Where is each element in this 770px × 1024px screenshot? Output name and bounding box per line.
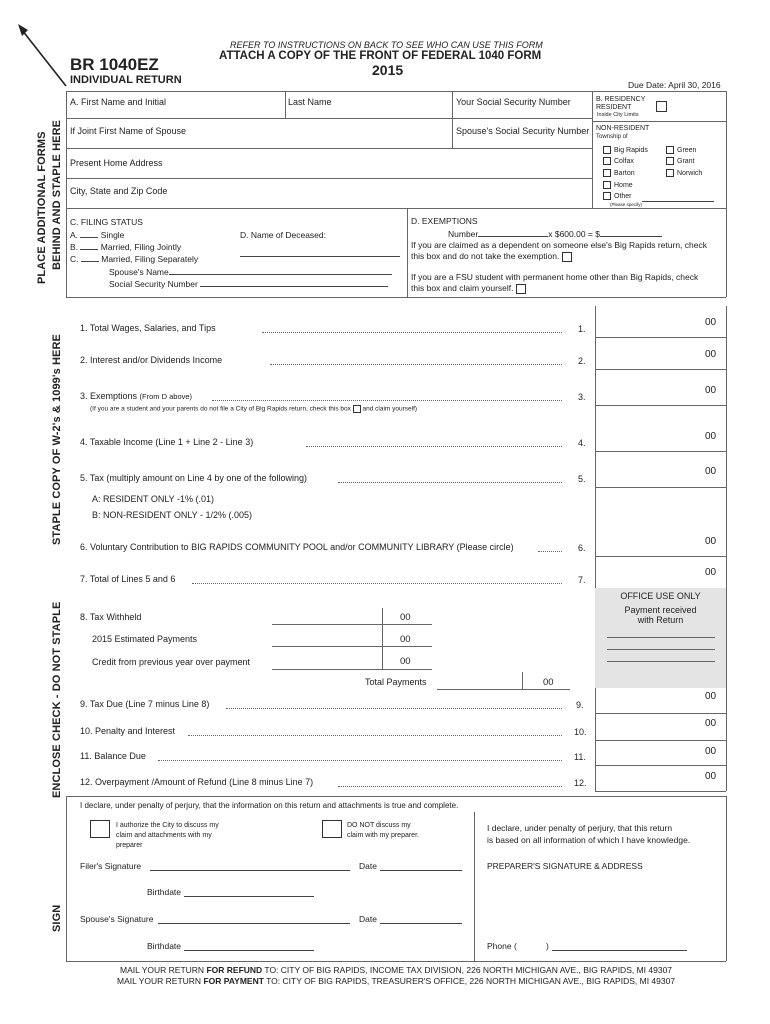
tax-withheld-label: 8. Tax Withheld bbox=[80, 612, 142, 622]
township-big-rapids[interactable]: Big Rapids bbox=[603, 146, 648, 154]
side-label-enclose: ENCLOSE CHECK - DO NOT STAPLE bbox=[51, 601, 63, 798]
first-name-label: A. First Name and Initial bbox=[70, 97, 167, 107]
office-line1: Payment received bbox=[624, 605, 697, 615]
phone-number-input[interactable] bbox=[552, 938, 687, 950]
line-4-cents: 00 bbox=[705, 431, 717, 442]
line-4-num: 4. bbox=[578, 438, 586, 448]
fsu-checkbox[interactable] bbox=[516, 284, 526, 294]
authorize-checkbox[interactable] bbox=[90, 820, 110, 838]
line-5-num: 5. bbox=[578, 474, 586, 484]
line-1-cents: 00 bbox=[705, 317, 717, 328]
arrow-icon bbox=[14, 20, 74, 90]
address-input[interactable] bbox=[160, 156, 588, 176]
filer-date-label: Date bbox=[359, 861, 377, 871]
checkbox-icon bbox=[666, 157, 674, 165]
spouse-birthdate-label: Birthdate bbox=[147, 941, 182, 951]
township-grant[interactable]: Grant bbox=[666, 157, 695, 165]
line-10-num: 10. bbox=[574, 727, 587, 737]
filer-birthdate-input[interactable] bbox=[184, 884, 314, 896]
line-5-cents: 00 bbox=[705, 466, 717, 477]
line-7-num: 7. bbox=[578, 575, 586, 585]
line-2-cents: 00 bbox=[705, 349, 717, 360]
line-6-cents: 00 bbox=[705, 536, 717, 547]
first-name-input[interactable] bbox=[70, 106, 282, 117]
line-3-input[interactable] bbox=[596, 378, 704, 404]
filing-single[interactable]: A. Single bbox=[70, 230, 125, 240]
fsu-line1: If you are a FSU student with permanent home other than Big Rapids, check bbox=[411, 272, 699, 282]
office-use-box bbox=[595, 588, 726, 688]
preparer-declare: I declare, under penalty of perjury, that this return is based on all information of which I have knowledge. bbox=[487, 823, 691, 845]
exemptions-number[interactable]: Number x $600.00 = $ bbox=[448, 228, 662, 239]
student-note: (If you are a student and your parents do not file a City of Big Rapids return, check this box and claim yourself) bbox=[90, 405, 418, 413]
line-1-num: 1. bbox=[578, 324, 586, 334]
resident-label: RESIDENT bbox=[596, 104, 632, 111]
dep-line2: this box and do not take the exemption. bbox=[411, 251, 572, 262]
last-name-input[interactable] bbox=[288, 106, 448, 117]
checkbox-icon bbox=[603, 157, 611, 165]
township-other[interactable]: Other bbox=[603, 192, 632, 200]
spouse-signature-input[interactable] bbox=[158, 911, 350, 923]
line-2-num: 2. bbox=[578, 356, 586, 366]
line-4-input[interactable] bbox=[596, 424, 704, 450]
inside-label: Inside City Limits bbox=[597, 112, 639, 118]
side-label-sign: SIGN bbox=[51, 904, 63, 932]
office-line2: with Return bbox=[637, 615, 684, 625]
estimated-label: 2015 Estimated Payments bbox=[92, 634, 198, 644]
line-12-label: 12. Overpayment /Amount of Refund (Line 8 minus Line 7) bbox=[80, 777, 314, 787]
please-specify: (Please specify) bbox=[610, 202, 643, 207]
checkbox-icon bbox=[603, 181, 611, 189]
total-payments-label: Total Payments bbox=[365, 677, 427, 687]
rate-resident: A: RESIDENT ONLY -1% (.01) bbox=[92, 494, 215, 504]
line-6-label: 6. Voluntary Contribution to BIG RAPIDS COMMUNITY POOL and/or COMMUNITY LIBRARY (Please circle) bbox=[80, 542, 514, 552]
line-4-label: 4. Taxable Income (Line 1 + Line 2 - Line 3) bbox=[80, 437, 254, 447]
dependent-checkbox[interactable] bbox=[562, 252, 572, 262]
tax-withheld-cents: 00 bbox=[400, 612, 411, 623]
tax-year: 2015 bbox=[372, 62, 404, 78]
declare-text: I declare, under penalty of perjury, that the information on this return and attachments is true and complete. bbox=[80, 801, 459, 810]
checkbox-icon bbox=[666, 146, 674, 154]
notdiscuss-text: DO NOT discuss my claim with my preparer. bbox=[347, 822, 419, 839]
nonresident-label: NON-RESIDENT bbox=[596, 125, 650, 132]
estimated-input[interactable] bbox=[273, 632, 381, 645]
line-12-cents: 00 bbox=[705, 771, 717, 782]
filing-joint[interactable]: B. Married, Filing Jointly bbox=[70, 242, 182, 252]
line-9-num: 9. bbox=[576, 700, 584, 710]
resident-checkbox[interactable] bbox=[656, 101, 667, 112]
filer-signature-input[interactable] bbox=[150, 858, 350, 870]
line-3-label: 3. Exemptions (From D above) bbox=[80, 391, 193, 401]
tax-withheld-input[interactable] bbox=[273, 610, 381, 623]
side-label-behind: BEHIND AND STAPLE HERE bbox=[51, 119, 63, 270]
line-1-label: 1. Total Wages, Salaries, and Tips bbox=[80, 323, 216, 333]
line-9-cents: 00 bbox=[705, 691, 717, 702]
preparer-signature-label: PREPARER'S SIGNATURE & ADDRESS bbox=[487, 861, 643, 871]
filing-spouse-ssn[interactable]: Social Security Number bbox=[109, 278, 388, 289]
deceased-label: D. Name of Deceased: bbox=[240, 230, 326, 240]
side-label-staple: STAPLE COPY OF W-2's & 1099's HERE bbox=[51, 334, 63, 545]
filing-spouse-name[interactable]: Spouse's Name bbox=[109, 266, 392, 277]
line-10-cents: 00 bbox=[705, 718, 717, 729]
joint-first-label: If Joint First Name of Spouse bbox=[70, 126, 187, 136]
phone-area-input[interactable] bbox=[520, 938, 544, 950]
line-7-input[interactable] bbox=[596, 561, 704, 587]
filing-separate[interactable]: C. Married, Filing Separately bbox=[70, 254, 199, 264]
authorize-text: I authorize the City to discuss my claim and attachments with my preparer bbox=[116, 822, 219, 849]
fsu-line2: this box and claim yourself. bbox=[411, 283, 526, 294]
residency-title: B. RESIDENCY bbox=[596, 96, 646, 103]
line-11-num: 11. bbox=[574, 752, 586, 762]
student-checkbox[interactable] bbox=[353, 405, 361, 413]
last-name-label: Last Name bbox=[288, 97, 332, 107]
phone-close: ) bbox=[546, 941, 549, 951]
ssn-input[interactable] bbox=[456, 106, 588, 117]
filer-date-input[interactable] bbox=[380, 858, 462, 870]
line-12-input[interactable] bbox=[596, 770, 704, 790]
city-input[interactable] bbox=[170, 184, 588, 206]
dep-line1: If you are claimed as a dependent on someone else's Big Rapids return, check bbox=[411, 240, 707, 250]
checkbox-icon bbox=[603, 169, 611, 177]
township-home[interactable]: Home bbox=[603, 181, 633, 189]
attach-text: ATTACH A COPY OF THE FRONT OF FEDERAL 1040 FORM bbox=[219, 50, 542, 62]
spouse-ssn-input[interactable] bbox=[456, 136, 588, 147]
credit-label: Credit from previous year over payment bbox=[92, 657, 251, 667]
side-label-place: PLACE ADDITIONAL FORMS bbox=[36, 131, 48, 284]
spouse-birthdate-input[interactable] bbox=[184, 938, 314, 950]
address-label: Present Home Address bbox=[70, 158, 163, 168]
spouse-signature-label: Spouse's Signature bbox=[80, 914, 154, 924]
line-5-label: 5. Tax (multiply amount on Line 4 by one of the following) bbox=[80, 473, 307, 483]
line-9-label: 9. Tax Due (Line 7 minus Line 8) bbox=[80, 699, 210, 709]
credit-cents: 00 bbox=[400, 656, 411, 667]
spouse-date-input[interactable] bbox=[380, 911, 462, 923]
township-green[interactable]: Green bbox=[666, 146, 696, 154]
total-payments-input[interactable] bbox=[438, 675, 521, 688]
line-2-input[interactable] bbox=[596, 342, 704, 368]
township-barton[interactable]: Barton bbox=[603, 169, 635, 177]
filing-title: C. FILING STATUS bbox=[70, 217, 143, 227]
ssn-label: Your Social Security Number bbox=[456, 97, 571, 107]
filer-signature-label: Filer's Signature bbox=[80, 861, 142, 871]
phone-label: Phone ( bbox=[487, 941, 517, 951]
form-id: BR 1040EZ bbox=[70, 55, 159, 74]
line-11-input[interactable] bbox=[596, 744, 704, 764]
line-6-input[interactable] bbox=[596, 529, 704, 555]
checkbox-icon bbox=[603, 192, 611, 200]
line-10-input[interactable] bbox=[596, 717, 704, 739]
line-9-input[interactable] bbox=[596, 690, 704, 712]
checkbox-icon bbox=[666, 169, 674, 177]
line-7-label: 7. Total of Lines 5 and 6 bbox=[80, 574, 176, 584]
line-1-input[interactable] bbox=[596, 310, 704, 336]
joint-first-input[interactable] bbox=[200, 126, 448, 144]
line-12-num: 12. bbox=[574, 778, 587, 788]
township-label: Township of bbox=[596, 134, 628, 140]
footer-payment: MAIL YOUR RETURN FOR PAYMENT TO: CITY OF BIG RAPIDS, TREASURER'S OFFICE, 226 NORTH MICHIGAN AVE., BIG RAPIDS, MI 49307 bbox=[117, 976, 676, 986]
checkbox-icon bbox=[603, 146, 611, 154]
line-11-label: 11. Balance Due bbox=[80, 751, 146, 761]
line-6-num: 6. bbox=[578, 543, 586, 553]
refer-text: REFER TO INSTRUCTIONS ON BACK TO SEE WHO CAN USE THIS FORM bbox=[230, 40, 543, 50]
township-colfax[interactable]: Colfax bbox=[603, 157, 634, 165]
line-10-label: 10. Penalty and Interest bbox=[80, 726, 176, 736]
filer-birthdate-label: Birthdate bbox=[147, 887, 182, 897]
spouse-date-label: Date bbox=[359, 914, 377, 924]
line-5-input[interactable] bbox=[596, 460, 704, 486]
total-payments-cents: 00 bbox=[543, 677, 554, 688]
footer-refund: MAIL YOUR RETURN FOR REFUND TO: CITY OF BIG RAPIDS, INCOME TAX DIVISION, 226 NORTH MICHIGAN AVE., BIG RAPIDS, MI 49307 bbox=[120, 965, 673, 975]
spouse-ssn-label: Spouse's Social Security Number bbox=[456, 126, 590, 136]
city-label: City, State and Zip Code bbox=[70, 186, 168, 196]
office-title: OFFICE USE ONLY bbox=[620, 591, 701, 601]
line-11-cents: 00 bbox=[705, 746, 717, 757]
form-name: INDIVIDUAL RETURN bbox=[70, 74, 182, 86]
line-3-cents: 00 bbox=[705, 385, 717, 396]
line-2-label: 2. Interest and/or Dividends Income bbox=[80, 355, 223, 365]
due-date: Due Date: April 30, 2016 bbox=[628, 80, 721, 90]
line-7-cents: 00 bbox=[705, 567, 717, 578]
estimated-cents: 00 bbox=[400, 634, 411, 645]
deceased-input[interactable] bbox=[240, 256, 400, 257]
line-3-num: 3. bbox=[578, 392, 586, 402]
rate-nonresident: B: NON-RESIDENT ONLY - 1/2% (.005) bbox=[92, 510, 253, 520]
credit-input[interactable] bbox=[273, 655, 381, 668]
exemptions-title: D. EXEMPTIONS bbox=[411, 216, 478, 226]
township-norwich[interactable]: Norwich bbox=[666, 169, 702, 177]
notdiscuss-checkbox[interactable] bbox=[322, 820, 342, 838]
